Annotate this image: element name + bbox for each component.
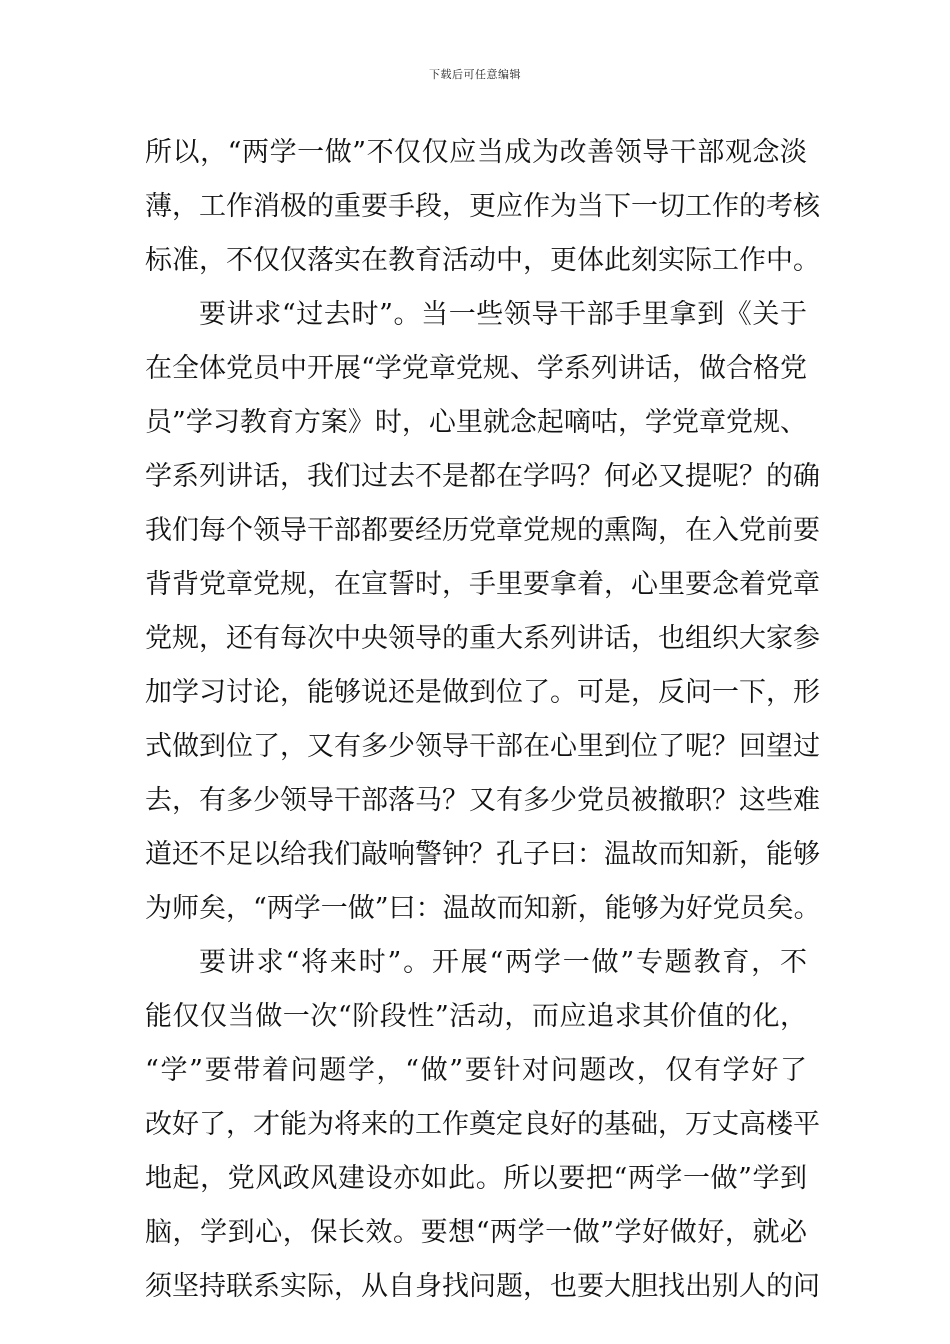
paragraph-2-line-10: 去，有多少领导干部落马？又有多少党员被撤职？这些难	[145, 785, 820, 816]
paragraph-1-line-3: 标准，不仅仅落实在教育活动中，更体此刻实际工作中。	[145, 245, 820, 276]
paragraph-2-line-12: 为师矣，“两学一做”曰：温故而知新，能够为好党员矣。	[145, 893, 821, 924]
paragraph-3-line-3: “学”要带着问题学，“做”要针对问题改，仅有学好了	[145, 1055, 807, 1086]
paragraph-2-line-2: 在全体党员中开展“学党章党规、学系列讲话，做合格党	[145, 353, 807, 384]
paragraph-2-line-1: 要讲求“过去时”。当一些领导干部手里拿到《关于	[199, 299, 807, 330]
paragraph-3-line-2: 能仅仅当做一次“阶段性”活动，而应追求其价值的化，	[145, 1001, 807, 1032]
header-note: 下载后可任意编辑	[429, 68, 521, 81]
paragraph-2-line-11: 道还不足以给我们敲响警钟？孔子曰：温故而知新，能够	[145, 839, 820, 870]
paragraph-2-line-9: 式做到位了，又有多少领导干部在心里到位了呢？回望过	[145, 731, 820, 762]
paragraph-2-line-3: 员”学习教育方案》时，心里就念起嘀咕，学党章党规、	[145, 407, 807, 438]
paragraph-1-line-1: 所以，“两学一做”不仅仅应当成为改善领导干部观念淡	[145, 137, 807, 168]
paragraph-3-line-1: 要讲求“将来时”。开展“两学一做”专题教育，不	[199, 947, 807, 978]
paragraph-2-line-5: 我们每个领导干部都要经历党章党规的熏陶，在入党前要	[145, 515, 820, 546]
document-body	[145, 126, 821, 1314]
paragraph-3-line-6: 脑，学到心，保长效。要想“两学一做”学好做好，就必	[145, 1217, 807, 1248]
paragraph-2-line-6: 背背党章党规，在宣誓时，手里要拿着，心里要念着党章	[145, 569, 820, 600]
paragraph-3-line-7: 须坚持联系实际，从自身找问题，也要大胆找出别人的问	[145, 1271, 820, 1302]
paragraph-3-line-5: 地起，党风政风建设亦如此。所以要把“两学一做”学到	[145, 1163, 807, 1194]
paragraph-2-line-7: 党规，还有每次中央领导的重大系列讲话，也组织大家参	[145, 623, 820, 654]
paragraph-2-line-4: 学系列讲话，我们过去不是都在学吗？何必又提呢？的确	[145, 461, 820, 492]
paragraph-3-line-4: 改好了，才能为将来的工作奠定良好的基础，万丈高楼平	[145, 1109, 820, 1140]
paragraph-1-line-2: 薄，工作消极的重要手段，更应作为当下一切工作的考核	[145, 191, 820, 222]
paragraph-2-line-8: 加学习讨论，能够说还是做到位了。可是，反问一下，形	[145, 677, 820, 708]
